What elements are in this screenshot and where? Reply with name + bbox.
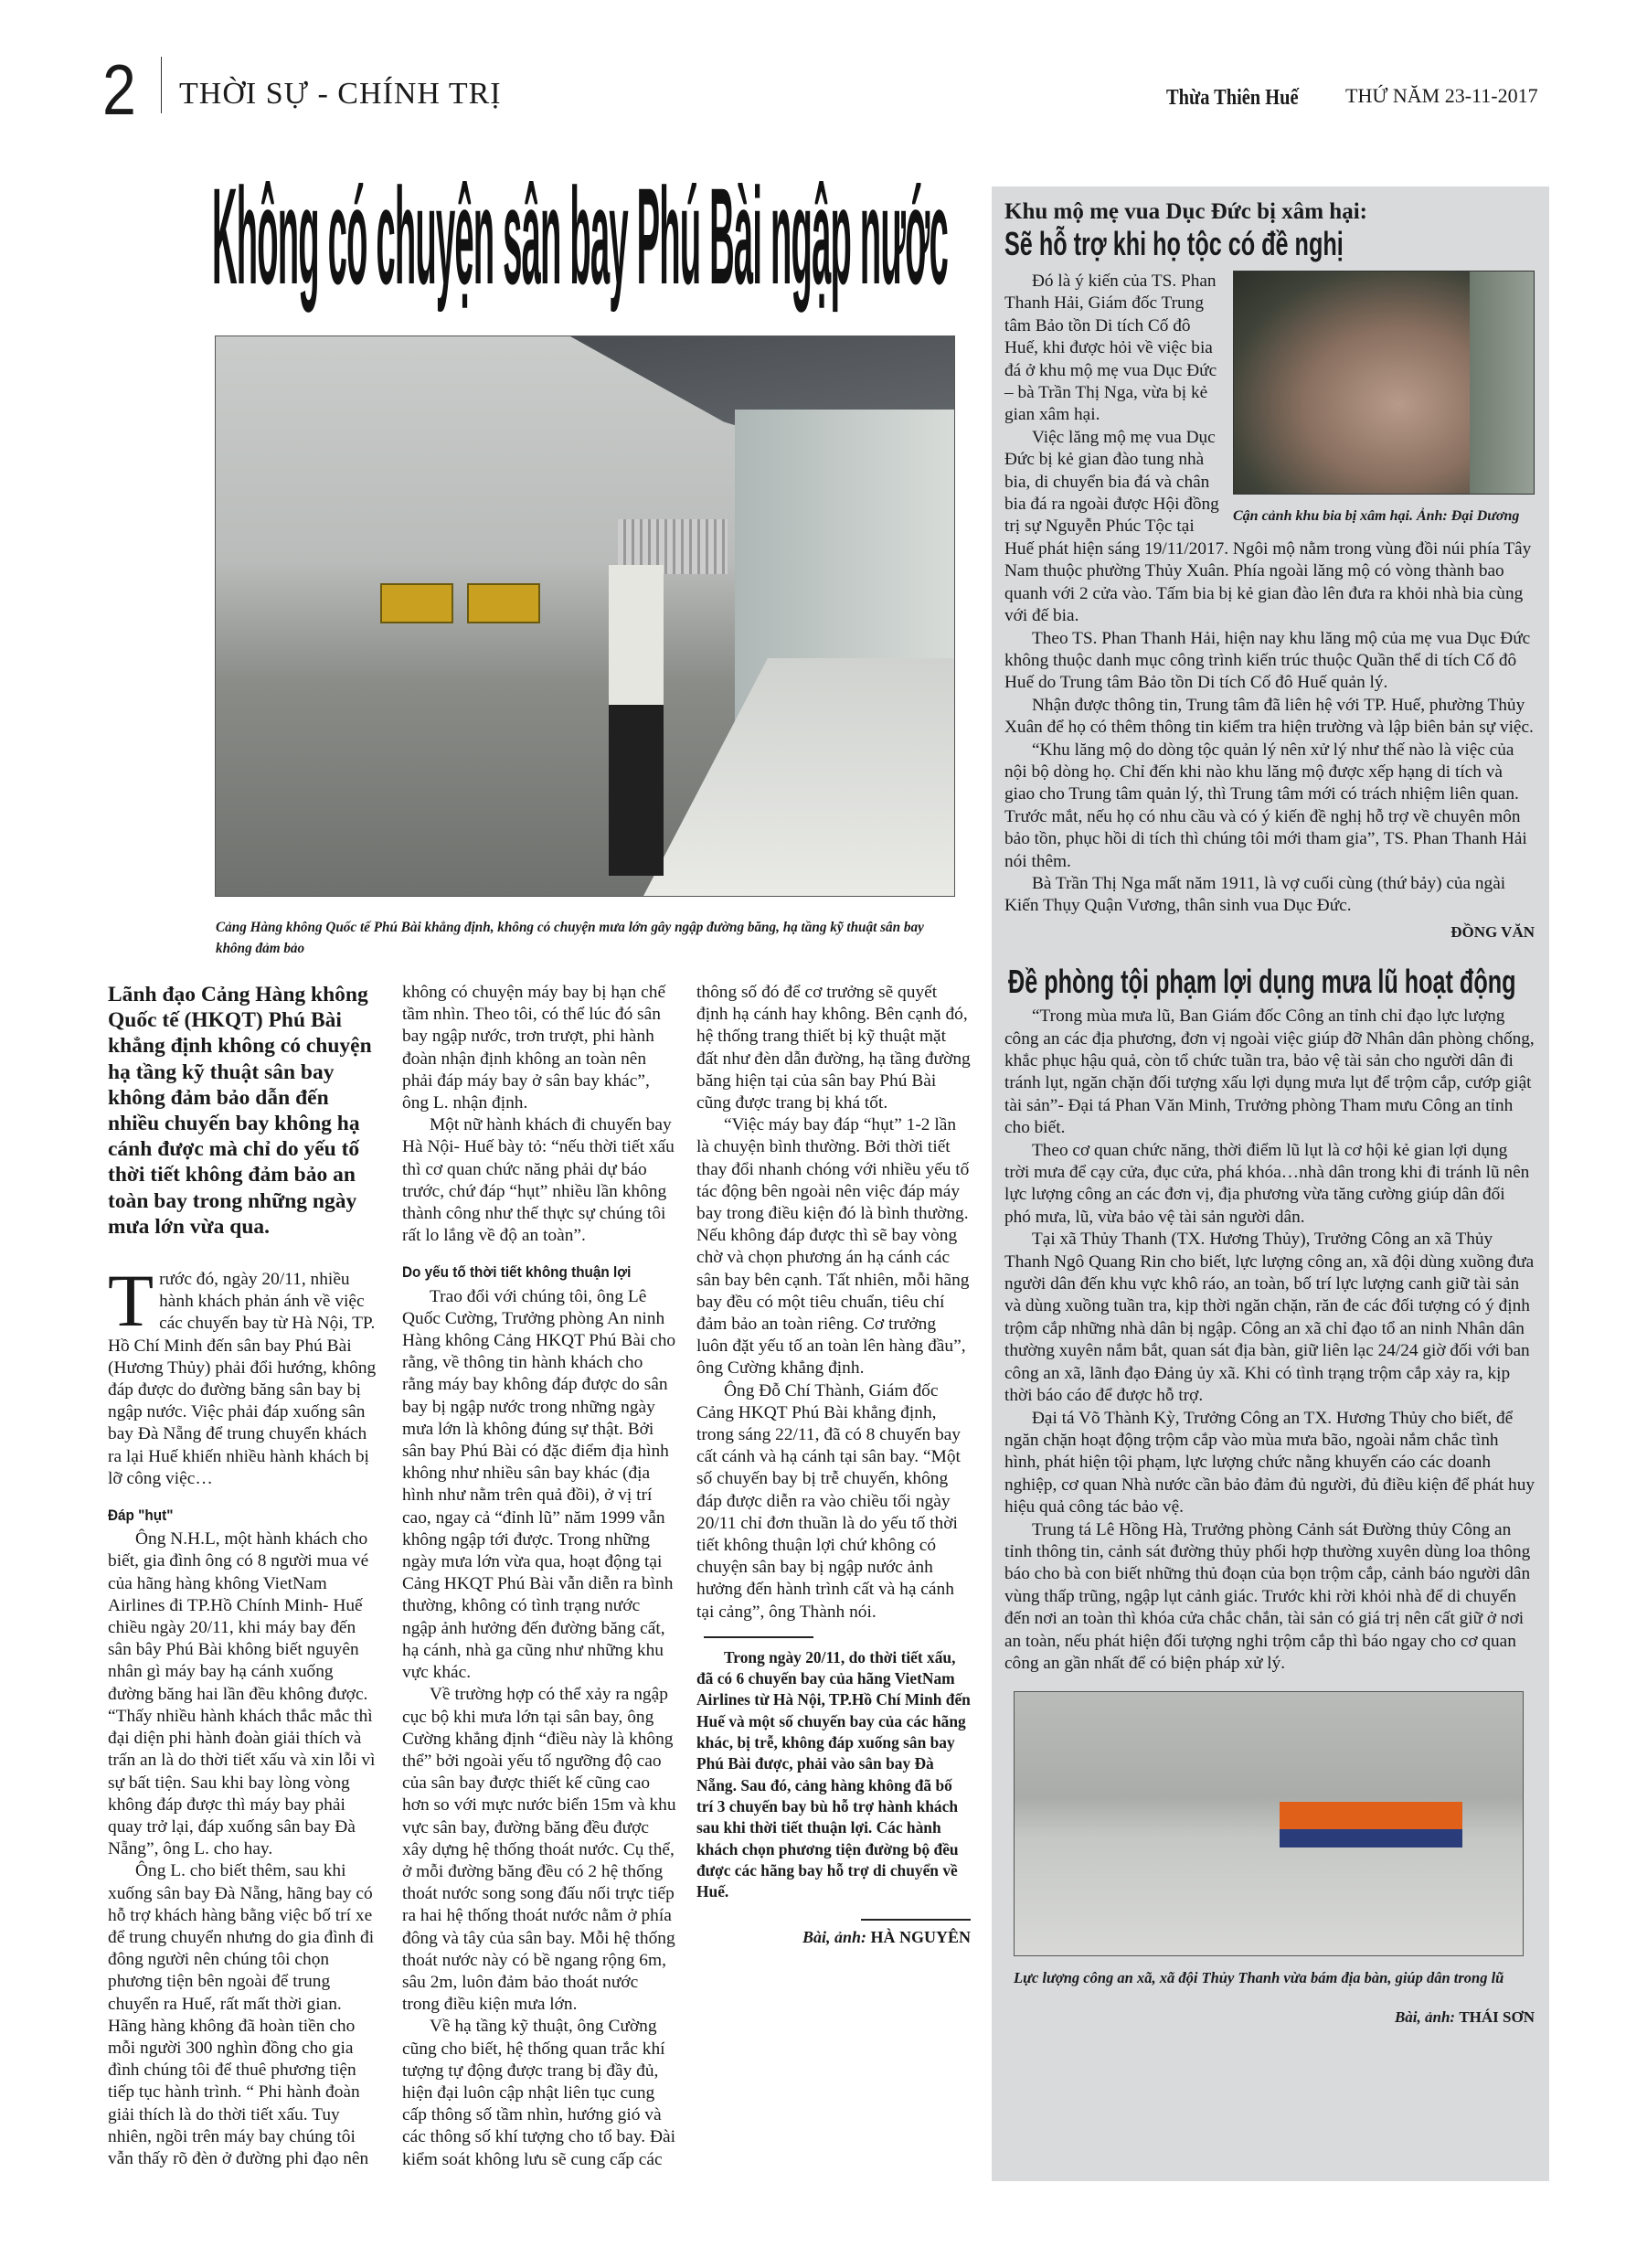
subheading: Đáp "hụt": [108, 1507, 174, 1525]
paragraph: Về trường hợp có thể xảy ra ngập cục bộ khi mưa lớn tại sân bay, ông Cường khẳng định “điều này là không thể” bởi ngoài yếu tố ngưỡng độ cao của sân bay được thiết kế cũng cao hơn so với mực nước biển 15m và khu vực sân bay, đường băng đều được xây dựng hệ thống thoát nước. Cụ thể, ở mỗi đường băng đều có 2 hệ thống thoát nước song song đấu nối trực tiếp ra hai hệ thống thoát nước nằm ở phía đông và tây của sân bay. Mỗi hệ thống thoát nước này có bề ngang rộng 6m, sâu 2m, luôn đảm bảo thoát nước trong điều kiện mưa lớn.: [402, 1685, 676, 2015]
airport-photo: [215, 335, 955, 897]
paragraph: Theo TS. Phan Thanh Hải, hiện nay khu lăng mộ của mẹ vua Dục Đức không thuộc danh mục công trình kiến trúc thuộc Quần thể di tích Cố đô Huế do Trung tâm Bảo tồn Di tích Cố đô Huế quản lý.: [1004, 628, 1531, 693]
sidebar: [992, 186, 1549, 2181]
paragraph: Một nữ hành khách đi chuyến bay Hà Nội- Huế bày tỏ: “nếu thời tiết xấu thì cơ quan chức năng phải dự báo trước, chứ đáp “hụt” nhiều lần không thành công như thế thực sự chúng tôi rất lo lắng về độ an toàn”.: [402, 1115, 675, 1246]
paragraph: Trao đổi với chúng tôi, ông Lê Quốc Cường, Trưởng phòng An ninh Hàng không Cảng HKQT Phú Bài cho rằng, về thông tin hành khách cho rằng máy bay không đáp được do sân bay bị ngập nước trong những ngày mưa lớn là không đúng sự thật. Bởi sân bay Phú Bài có đặc điểm địa hình không như nhiều sân bay khác (địa hình như nằm trên quả đồi), ở vị trí cao, ngay cả “đỉnh lũ” năm 1999 vẫn không ngập tới được. Trong những ngày mưa lớn vừa qua, hoạt động tại Cảng HKQT Phú Bài vẫn diễn ra bình thường, không có tình trạng nước ngập ảnh hưởng đến đường băng cất, hạ cánh, nhà ga cũng như những khu vực khác.: [402, 1286, 676, 1683]
paragraph: Trung tá Lê Hồng Hà, Trưởng phòng Cảnh sát Đường thủy Công an tỉnh thông tin, cảnh sát đường thủy phối hợp thường xuyên dùng loa thông báo cho bà con biết những thủ đoạn của bọn trộm cắp, cảnh báo người dân vùng thấp trũng, ngập lụt cảnh giác. Trước khi rời khỏi nhà để di chuyển đến nơi an toàn thì khóa cửa chắc chắn, tài sản có giá trị nên cất giữ ở nơi an toàn, nếu phát hiện đối tượng nghi trộm cắp thì báo ngay cho cơ quan công an gần nhất để có biện pháp xử lý.: [1004, 1519, 1531, 1673]
paragraph: Tại xã Thủy Thanh (TX. Hương Thủy), Trưởng Công an xã Thủy Thanh Ngô Quang Rin cho biết, lực lượng công an, xã đội dùng xuồng đưa người dân đến khu vực khô ráo, an toàn, bố trí lực lượng canh giữ tài sản và dùng xuồng tuần tra, kịp thời ngăn chặn, răn đe các đối tượng có ý định trộm cắp những nhà dân bị ngập. Công an xã chỉ đạo tổ an ninh Nhân dân thường xuyên nắm bắt, quan sát địa bàn, giữ liên lạc 24/24 giờ đối với ban công an xã, lãnh đạo Đảng ủy xã. Khi có tình trạng trộm cắp xảy ra, kịp thời báo cáo để được hỗ trợ.: [1004, 1230, 1535, 1406]
byline: [1004, 2008, 1535, 2027]
photo-caption: Lực lượng công an xã, xã đội Thủy Thanh vừa bám địa bàn, giúp dân trong lũ: [1014, 1969, 1504, 1987]
paragraph: Ông N.H.L, một hành khách cho biết, gia đình ông có 8 người mua vé của hãng hàng không VietNam Airlines đi TP.Hồ Chính Minh- Huế chiều ngày 20/11, khi máy bay đến sân bây Phú Bài không biết nguyên nhân gì máy bay hạ cánh xuống đường băng hai lần đều không được. “Thấy nhiều hành khách thắc mắc thì đại diện phi hành đoàn giải thích và trấn an là do thời tiết xấu và xin lỗi vì sự bất tiện. Sau khi bay lòng vòng không đáp được thì máy bay phải quay trở lại, đáp xuống sân bay Đà Nẵng”, ông L. cho hay.: [108, 1529, 376, 1859]
paragraph-text: rước đó, ngày 20/11, nhiều hành khách phản ánh về việc các chuyến bay từ Hà Nội, TP. Hồ Chí Minh đến sân bay Phú Bài (Hương Thủy) phải đổi hướng, không đáp được do đường băng sân bay bị ngập nước. Việc phải đáp xuống sân bay Đà Nẵng để trung chuyển khách ra lại Huế khiến nhiều hành khách bị lỡ công việc…: [108, 1270, 377, 1488]
info-note: Trong ngày 20/11, do thời tiết xấu, đã có 6 chuyến bay của hãng VietNam Airlines từ Hà Nội, TP.Hồ Chí Minh đến Huế và một số chuyến bay của các hãng khác, bị trễ, không đáp xuống sân bay Phú Bài được, phải vào sân bay Đà Nẵng. Sau đó, cảng hàng không đã bố trí 3 chuyến bay bù hỗ trợ hành khách sau khi thời tiết thuận lợi. Các hành khách chọn phương tiện đường bộ đều được các hãng bay hỗ trợ di chuyển về Huế.: [696, 1647, 971, 1901]
paragraph: Theo cơ quan chức năng, thời điểm lũ lụt là cơ hội kẻ gian lợi dụng trời mưa để cạy cửa, đục cửa, phá khóa…nhà dân trong khi đi tránh lũ nên lực lượng công an các đơn vị, địa phương vừa tăng cường giúp dân đối phó mưa, lũ, vừa bảo vệ tài sản người dân.: [1004, 1140, 1530, 1227]
byline-name: HÀ NGUYÊN: [870, 1928, 971, 1947]
sidebar-headline: Sẽ hỗ trợ khi họ tộc có đề nghị: [1004, 225, 1344, 262]
main-headline: Không có chuyện sân bay Phú Bài ngập nước: [212, 159, 948, 313]
byline: [696, 1926, 971, 1948]
article-lead: Lãnh đạo Cảng Hàng không Quốc tế (HKQT) Phú Bài khẳng định không có chuyện hạ tầng kỹ thuật sân bay không đảm bảo dẫn đến nhiều chuyến bay không hạ cánh được mà chỉ do yếu tố thời tiết không đảm bảo an toàn bay trong những ngày mưa lớn vừa qua.: [108, 983, 372, 1239]
paragraph: Việc lăng mộ mẹ vua Dục Đức bị kẻ gian đào tung nhà bia, di chuyển bia đá và chân bia đá ra ngoài được Hội đồng trị sự Nguyễn Phúc Tộc tại Huế phát hiện sáng 19/11/2017. Ngôi mộ nằm trong vùng đồi núi phía Tây Nam thuộc phường Thủy Xuân. Phía ngoài lăng mộ có vòng thành bao quanh với 2 cửa vào. Tấm bia bị kẻ gian đào lên đưa ra khỏi nhà bia cùng với đế bia.: [1004, 427, 1532, 626]
paragraph: Ông L. cho biết thêm, sau khi xuống sân bay Đà Nẵng, hãng bay có hỗ trợ khách hàng bằng việc bố trí xe để trung chuyển nhưng do gia đình đi đông người nên chúng tôi chọn phương tiện bên ngoài để trung chuyển ra Huế, rất mất thời gian. Hãng hàng không đã hoàn tiền cho mỗi người 300 nghìn đồng cho gia đình chúng tôi để thuê phương tiện tiếp tục hành trình. “ Phi hành đoàn giải thích là do thời tiết xấu. Tuy nhiên, ngồi trên máy bay chúng tôi vẫn thấy rõ đèn ở đường phi đạo nên không có chuyện máy bay bị hạn chế tầm nhìn. Theo tôi, có thể lúc đó sân bay ngập nước, trơn trượt, phi hành đoàn nhận định không an toàn nên phải đáp máy bay ở sân bay khác”, ông L. nhận định.: [108, 983, 666, 2168]
paragraph: Bà Trần Thị Nga mất năm 1911, là vợ cuối cùng (thứ bảy) của ngài Kiến Thụy Quận Vương, thân sinh vua Dục Đức.: [1004, 873, 1506, 916]
byline-name: THÁI SƠN: [1459, 2008, 1535, 2027]
main-article-body: [108, 982, 971, 2188]
paragraph: [108, 1259, 382, 1490]
photo-caption: Cận cảnh khu bia bị xâm hại. Ảnh: Đại Dương: [1233, 508, 1520, 524]
byline-label: Bài, ảnh:: [1394, 2008, 1456, 2027]
sidebar-article-body: [1004, 1006, 1535, 1675]
paragraph: “Việc máy bay đáp “hụt” 1-2 lần là chuyện bình thường. Bởi thời tiết thay đổi nhanh chóng với nhiều yếu tố tác động bên ngoài nên việc đáp máy bay trong điều kiện đó là bình thường. Nếu không đáp được thì sẽ bay vòng chờ và chọn phương án hạ cánh các sân bay bên cạnh. Tất nhiên, mỗi hãng bay đều có một tiêu chuẩn, tiêu chí đảm bảo an toàn riêng. Cơ trưởng luôn đặt yếu tố an toàn lên hàng đầu”, ông Cường khẳng định.: [696, 1115, 970, 1379]
flood-rescue-photo: [1014, 1691, 1524, 1956]
paragraph: “Khu lăng mộ do dòng tộc quản lý nên xử lý như thế nào là việc của nội bộ dòng họ. Chỉ đến khi nào khu lăng mộ được xếp hạng di tích và giao cho Trung tâm quản lý, thì Trung tâm mới có trách nhiệm liên quan. Trước mắt, nếu họ có nhu cầu và có ý kiến đề nghị hỗ trợ về chuyên môn bảo tồn, phục hồi di tích thì chúng tôi mới tham gia”, TS. Phan Thanh Hải nói thêm.: [1004, 740, 1527, 871]
subheading: Do yếu tố thời tiết không thuận lợi: [402, 1263, 632, 1282]
paragraph: “Trong mùa mưa lũ, Ban Giám đốc Công an tỉnh chỉ đạo lực lượng công an các địa phương, đơn vị ngoài việc giúp đỡ Nhân dân phòng chống, khắc phục hậu quả, còn tổ chức tuần tra, bảo vệ tài sản cho người dân đi tránh lụt, ngăn chặn đối tượng xấu lợi dụng mưa lụt để trộm cắp, cướp giật tài sản”- Đại tá Phan Văn Minh, Trưởng phòng Tham mưu Công an tỉnh cho biết.: [1004, 1006, 1535, 1138]
divider: [861, 1919, 971, 1921]
paragraph: Về hạ tầng kỹ thuật, ông Cường cũng cho biết, hệ thống quan trắc khí tượng tự động được trang bị đầy đủ, hiện đại luôn cập nhật liên tục cung cấp thông số tầm nhìn, hướng gió và các thông số khí tượng cho tổ bay. Đài kiểm soát không lưu sẽ cung cấp các thông số đó để cơ trưởng sẽ quyết định hạ cánh hay không. Bên cạnh đó, hệ thống trang thiết bị kỹ thuật mặt đất như đèn dẫn đường, hạ tầng đường băng hiện tại của sân bay Phú Bài cũng được trang bị khá tốt.: [402, 983, 971, 2169]
tomb-photo-figure: [1233, 271, 1535, 527]
sidebar-kicker: Khu mộ mẹ vua Dục Đức bị xâm hại:: [1004, 199, 1367, 224]
photo-caption: Cảng Hàng không Quốc tế Phú Bài khẳng định, không có chuyện mưa lớn gây ngập đường băng, hạ tầng kỹ thuật sân bay không đảm bảo: [216, 920, 924, 956]
masthead-logo: Thừa Thiên Huế: [1166, 86, 1299, 110]
paragraph: Nhận được thông tin, Trung tâm đã liên hệ với TP. Huế, phường Thủy Xuân để họ có thêm thông tin kiểm tra hiện trường và lập biên bản sự việc.: [1004, 695, 1534, 738]
sidebar-headline: Đề phòng tội phạm lợi dụng mưa lũ hoạt động: [1008, 963, 1516, 1001]
drop-cap: T: [108, 1259, 154, 1343]
header-divider: [161, 57, 162, 113]
divider: [704, 1636, 813, 1638]
paragraph: Ông Đỗ Chí Thành, Giám đốc Cảng HKQT Phú Bài khẳng định, trong sáng 22/11, đã có 8 chuyến bay cất cánh và hạ cánh tại sân bay. “Một số chuyến bay bị trễ chuyến, không đáp được diễn ra vào chiều tối ngày 20/11 chỉ đơn thuần là do yếu tố thời tiết không thuận lợi chứ không có chuyện sân bay bị ngập nước ảnh hưởng đến hành trình cất và hạ cánh tại cảng”, ông Thành nói.: [696, 1380, 961, 1622]
tomb-photo: [1233, 271, 1535, 495]
byline: ĐỒNG VĂN: [1450, 922, 1535, 941]
paragraph: Đại tá Võ Thành Kỳ, Trưởng Công an TX. Hương Thủy cho biết, để ngăn chặn hoạt động trộm cắp vào mùa mưa bão, ngoài nắm chắc tình hình, phát hiện tội phạm, lực lượng chức nằng khuyến cáo các doanh nghiệp, cơ quan Nhà nước cần bảo đảm đủ người, đủ điều kiện để phát huy hiệu quả công tác bảo vệ.: [1004, 1408, 1535, 1517]
paragraph: Đó là ý kiến của TS. Phan Thanh Hải, Giám đốc Trung tâm Bảo tồn Di tích Cố đô Huế, khi được hỏi về việc bia đá ở khu mộ mẹ vua Dục Đức – bà Trần Thị Nga, vừa bị kẻ gian xâm hại.: [1004, 272, 1217, 425]
byline-label: Bài, ảnh:: [802, 1928, 866, 1947]
issue-date: THỨ NĂM 23-11-2017: [1345, 84, 1538, 107]
sidebar-article-body: [1004, 271, 1535, 943]
page-number: 2: [102, 49, 136, 130]
section-title: THỜI SỰ - CHÍNH TRỊ: [179, 77, 502, 111]
